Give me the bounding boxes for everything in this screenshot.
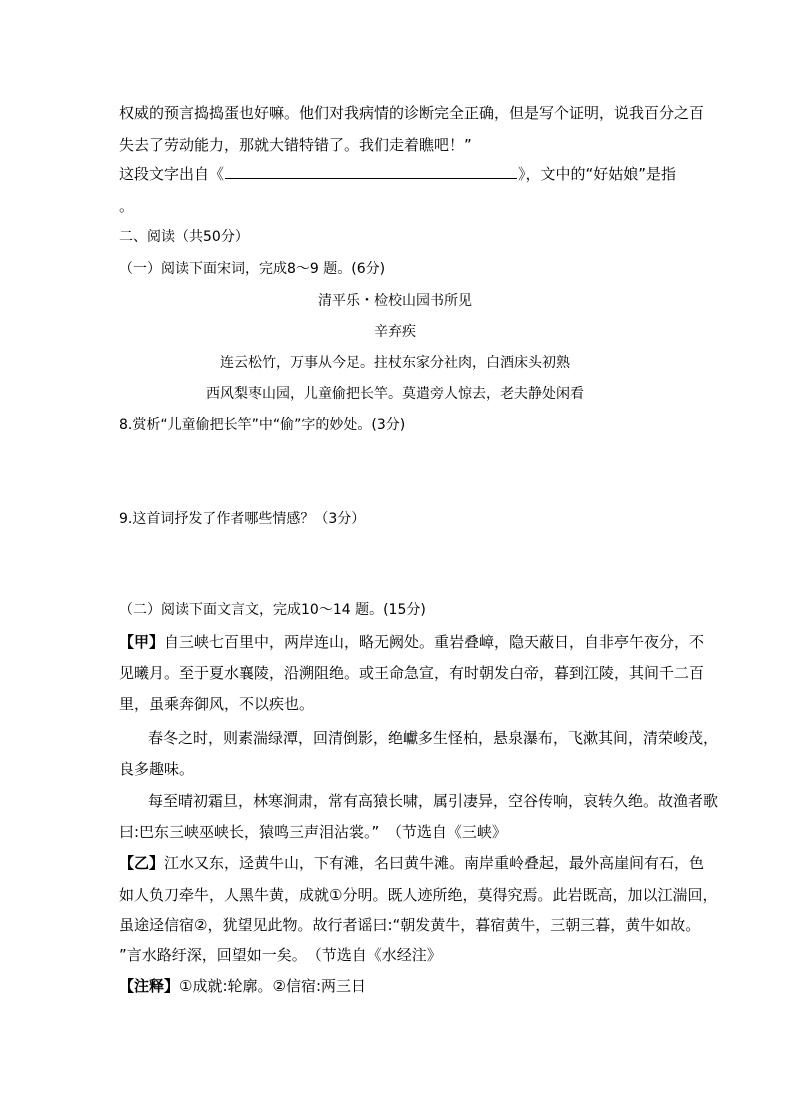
poem-author: 辛弃疾 xyxy=(374,324,416,340)
note-tag: 【注释】 xyxy=(119,977,180,995)
fill-in-question xyxy=(119,164,676,184)
jia-tag: 【甲】 xyxy=(119,633,165,651)
text-line: 良多趣味。 xyxy=(119,760,195,778)
subsection-heading: （一）阅读下面宋词，完成8～9 题。(6分) xyxy=(119,261,386,277)
question-9: 9.这首词抒发了作者哪些情感？（3分） xyxy=(119,511,366,527)
note-line xyxy=(119,976,366,996)
text-line: 失去了劳动能力，那就大错特错了。我们走着瞧吧！” xyxy=(119,136,472,154)
text-line: 里，虽乘奔御风，不以疾也。 xyxy=(119,695,315,713)
text-line: 如人负刀牵牛，人黑牛黄，成就①分明。既人迹所绝，莫得究焉。此岩既高，加以江湍回， xyxy=(119,886,718,904)
answer-blank[interactable] xyxy=(225,164,517,179)
section-heading: 二、阅读（共50分） xyxy=(119,229,249,245)
question-prefix: 这段文字出自《 xyxy=(119,165,225,183)
poem-line: 西风梨枣山园，儿童偷把长竿。莫遣旁人惊去，老夫静处闲看 xyxy=(206,386,584,402)
subsection-heading: （二）阅读下面文言文，完成10～14 题。(15分) xyxy=(119,602,426,618)
question-suffix: 》，文中的“好姑娘”是指 xyxy=(518,165,677,183)
yi-tag: 【乙】 xyxy=(119,854,165,872)
text-line: 见曦月。至于夏水襄陵，沿溯阻绝。或王命急宣，有时朝发白帝，暮到江陵，其间千二百 xyxy=(119,664,705,682)
text-line: 春冬之时，则素湍绿潭，回清倒影，绝巘多生怪柏，悬泉瀑布，飞漱其间，清荣峻茂， xyxy=(148,729,719,747)
question-8: 8.赏析“儿童偷把长竿”中“偷”字的妙处。(3分) xyxy=(119,417,406,433)
note-text: ①成就:轮廓。②信宿:两三日 xyxy=(179,977,367,995)
text-line: 。 xyxy=(119,197,135,215)
text-line: 每至晴初霜旦，林寒涧肃，常有高猿长啸，属引凄异，空谷传响，哀转久绝。故渔者歌 xyxy=(148,792,719,810)
passage-text: 江水又东，迳黄牛山，下有滩，名曰黄牛滩。南岸重岭叠起，最外高崖间有石，色 xyxy=(164,854,705,872)
text-line: 曰:巴东三峡巫峡长，猿鸣三声泪沾裳。” （节选自《三峡》 xyxy=(119,823,507,841)
poem-title: 清平乐・检校山园书所见 xyxy=(318,293,472,309)
text-line xyxy=(119,632,704,652)
passage-text: 自三峡七百里中，两岸连山，略无阙处。重岩叠嶂，隐天蔽日，自非亭午夜分，不 xyxy=(164,633,705,651)
poem-line: 连云松竹，万事从今足。拄杖东家分社肉，白酒床头初熟 xyxy=(220,355,570,371)
text-line: ”言水路纡深，回望如一矣。 （节选自《水经注》 xyxy=(119,946,442,964)
text-line xyxy=(119,853,704,873)
text-line: 虽途迳信宿②，犹望见此物。故行者谣曰:“朝发黄牛，暮宿黄牛，三朝三暮，黄牛如故。 xyxy=(119,916,701,934)
text-line: 权威的预言捣捣蛋也好嘛。他们对我病情的诊断完全正确，但是写个证明，说我百分之百 xyxy=(119,104,705,122)
